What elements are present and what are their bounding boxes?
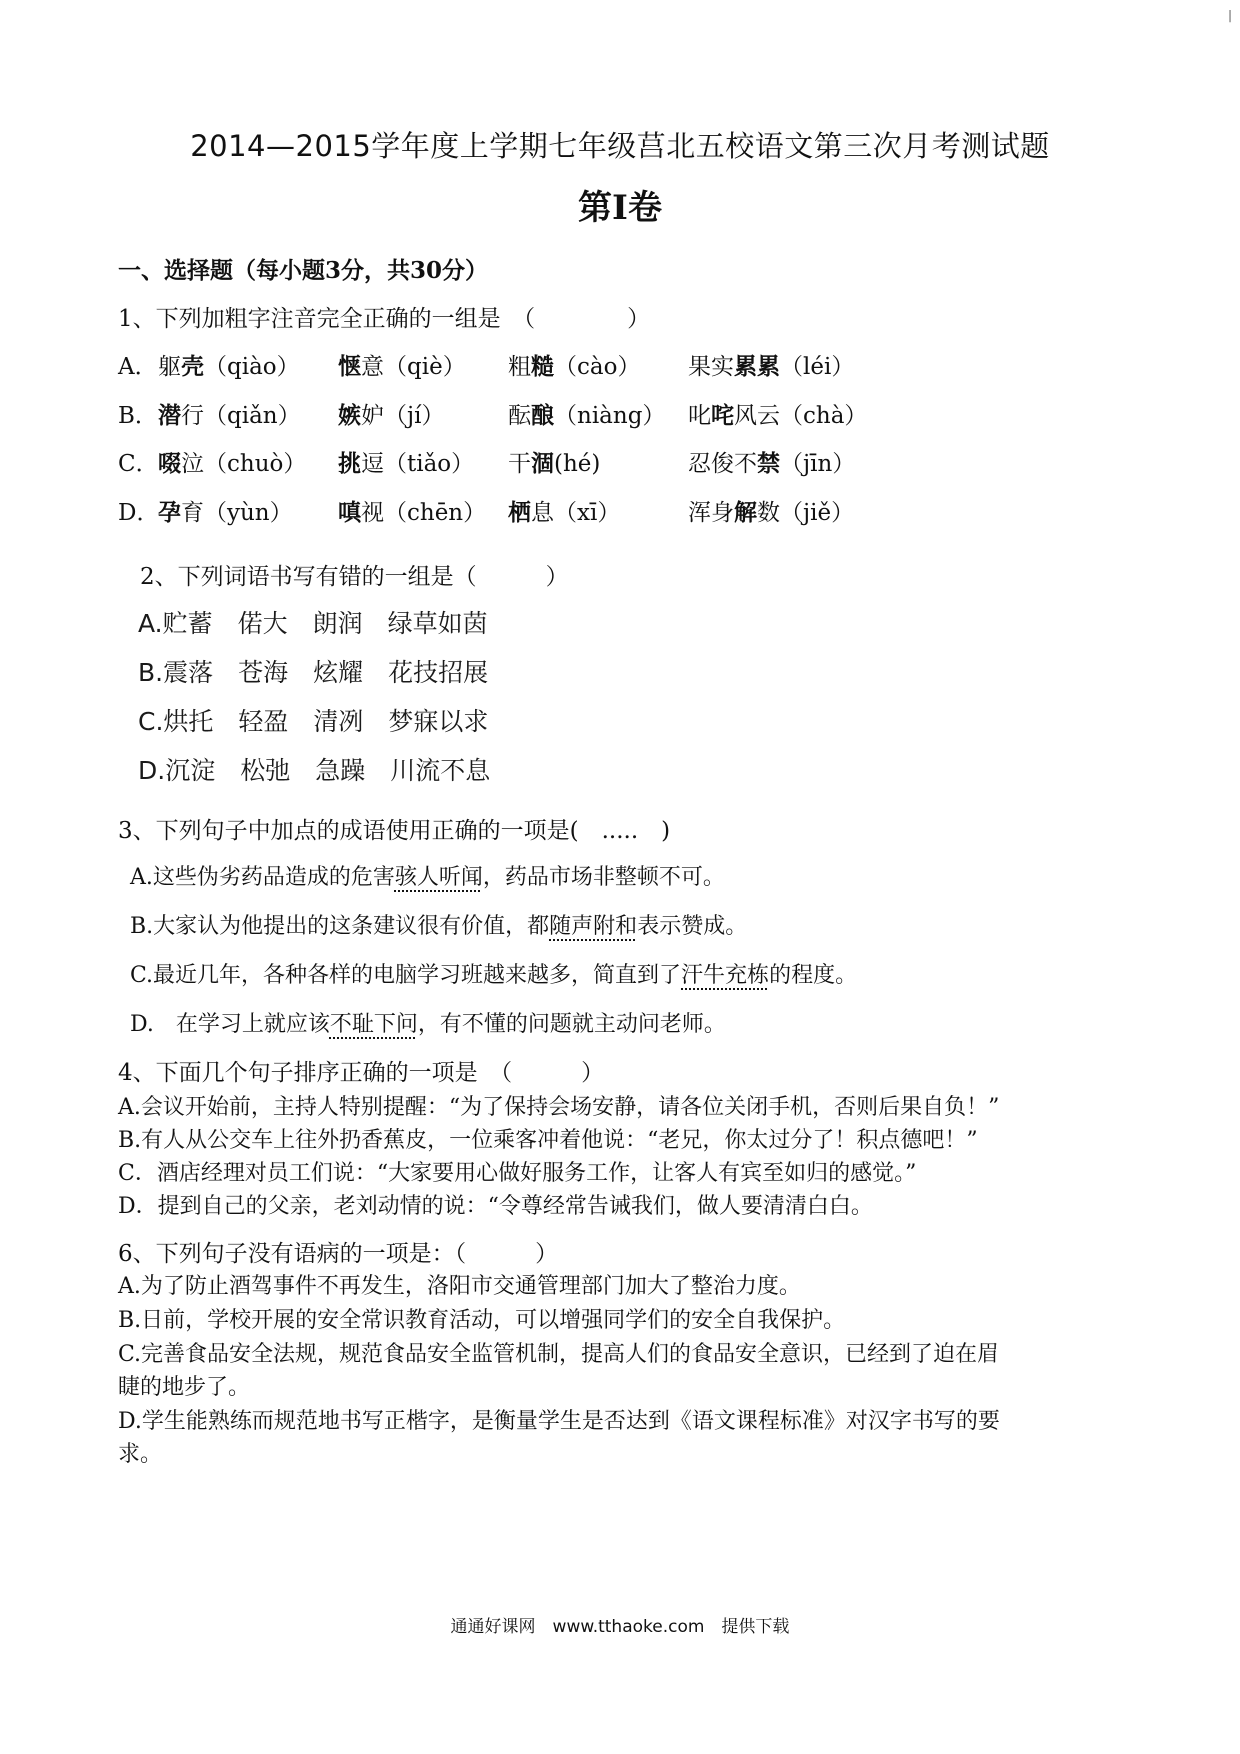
question-6-stem: 6、下列句子没有语病的一项是：（ ）: [118, 1241, 559, 1267]
item-text: （léi）: [780, 354, 855, 380]
bold-character: 禁: [757, 450, 780, 477]
dotted-idiom: 不耻下问: [329, 1012, 418, 1037]
question-3-option-d: [130, 1007, 726, 1038]
option-label: B．: [118, 403, 158, 429]
question-4-option-d: D．提到自己的父亲，老刘动情的说：“令尊经常告诫我们，做人要清清白白。: [118, 1194, 873, 1219]
dotted-idiom: 随声附和: [549, 914, 638, 939]
exam-title: 2014—2015学年度上学期七年级莒北五校语文第三次月考测试题: [190, 129, 1050, 163]
item-text: 行（qiǎn）: [181, 403, 301, 429]
question-6-line: 睫的地步了。: [118, 1375, 251, 1400]
question-1-option-row: [118, 494, 1118, 524]
question-4-option-b: B.有人从公交车上往外扔香蕉皮，一位乘客冲着他说：“老兄，你太过分了！积点德吧！”: [118, 1128, 978, 1153]
item-text: （jīn）: [780, 451, 856, 477]
bold-character: 咤: [711, 402, 734, 429]
dotted-idiom: 骇人听闻: [394, 865, 483, 890]
option-text: ，有不懂的问题就主动问老师。: [417, 1012, 726, 1037]
option-label: A．: [118, 354, 158, 380]
question-6-line: 求。: [118, 1442, 163, 1467]
item-text: （cào）: [554, 354, 641, 380]
item-text: 干: [508, 451, 531, 477]
question-1-option-row: [118, 445, 1118, 475]
pinyin-item: [158, 445, 306, 478]
pinyin-item: [508, 494, 620, 527]
question-1-option-row: [118, 397, 1118, 427]
bold-character: 壳: [181, 353, 204, 380]
item-text: 酝: [508, 403, 531, 429]
question-1-option-row: [118, 348, 1118, 378]
option-text: C.最近几年，各种各样的电脑学习班越来越多，简直到了: [130, 963, 682, 988]
question-2-stem: 2、下列词语书写有错的一组是（ ）: [140, 564, 569, 590]
item-text: 妒（jí）: [361, 403, 445, 429]
question-3-stem: 3、下列句子中加点的成语使用正确的一项是( ..... ): [118, 818, 671, 844]
item-text: 息（xī）: [531, 500, 621, 526]
bold-character: 潜: [158, 402, 181, 429]
bold-character: 糙: [531, 353, 554, 380]
question-3-option-c: [130, 958, 857, 989]
option-text: B.大家认为他提出的这条建议很有价值，都: [130, 914, 550, 939]
question-4-option-a: A.会议开始前，主持人特别提醒：“为了保持会场安静，请各位关闭手机，否则后果自负！”: [118, 1095, 1000, 1120]
question-1-stem: 1、下列加粗字注音完全正确的一组是 （ ）: [118, 306, 651, 332]
pinyin-item: [688, 348, 854, 381]
pinyin-item: [338, 494, 486, 527]
bold-character: 嫉: [338, 402, 361, 429]
item-text: 果实: [688, 354, 734, 380]
pinyin-item: [688, 445, 855, 478]
item-text: （niàng）: [554, 403, 666, 429]
dotted-idiom: 汗牛充栋: [681, 963, 770, 988]
question-2-option-a: A.贮蓄 偌大 朗润 绿草如茵: [138, 609, 488, 638]
corner-mark: |: [1227, 8, 1232, 22]
volume-title: 第Ⅰ卷: [578, 188, 662, 228]
question-4-option-c: C．酒店经理对员工们说：“大家要用心做好服务工作，让客人有宾至如归的感觉。”: [118, 1161, 917, 1186]
pinyin-item: [688, 397, 867, 430]
question-6-line: A.为了防止酒驾事件不再发生，洛阳市交通管理部门加大了整治力度。: [118, 1274, 801, 1299]
item-text: (hé): [554, 451, 601, 477]
question-6-line: B.日前，学校开展的安全常识教育活动，可以增强同学们的安全自我保护。: [118, 1308, 846, 1333]
item-text: 数（jiě）: [757, 500, 855, 526]
pinyin-item: [158, 348, 300, 381]
pinyin-item: [508, 397, 665, 430]
question-6-line: C.完善食品安全法规，规范食品安全监管机制，提高人们的食品安全意识，已经到了迫在眉: [118, 1342, 1000, 1367]
bold-character: 啜: [158, 450, 181, 477]
pinyin-item: [158, 494, 293, 527]
item-text: 意（qiè）: [361, 354, 466, 380]
item-text: 粗: [508, 354, 531, 380]
item-text: 视（chēn）: [361, 500, 487, 526]
pinyin-item: [338, 445, 474, 478]
question-4-stem: 4、下面几个句子排序正确的一项是 （ ）: [118, 1060, 605, 1086]
item-text: （qiào）: [204, 354, 300, 380]
item-text: 逗（tiǎo）: [361, 451, 475, 477]
bold-character: 孕: [158, 499, 181, 526]
bold-character: 酿: [531, 402, 554, 429]
option-label: D．: [118, 500, 160, 526]
question-2-option-b: B.震落 苍海 炫耀 花技招展: [138, 658, 489, 687]
item-text: 躯: [158, 354, 181, 380]
question-2-option-d: D.沉淀 松弛 急躁 川流不息: [138, 756, 491, 785]
pinyin-item: [338, 348, 466, 381]
option-text: A.这些伪劣药品造成的危害: [130, 865, 395, 890]
bold-character: 嗔: [338, 499, 361, 526]
item-text: 叱: [688, 403, 711, 429]
item-text: 浑身: [688, 500, 734, 526]
pinyin-item: [158, 397, 301, 430]
footer-credit: 通通好课网 www.tthaoke.com 提供下载: [450, 1617, 790, 1637]
question-3-option-a: [130, 860, 725, 891]
item-text: 泣（chuò）: [181, 451, 307, 477]
pinyin-item: [508, 348, 640, 381]
pinyin-item: [688, 494, 854, 527]
bold-character: 涸: [531, 450, 554, 477]
item-text: 风云（chà）: [734, 403, 868, 429]
question-3-option-b: [130, 909, 747, 940]
option-text: 表示赞成。: [637, 914, 748, 939]
option-text: ，药品市场非整顿不可。: [482, 865, 725, 890]
pinyin-item: [338, 397, 445, 430]
bold-character: 解: [734, 499, 757, 526]
section-heading: 一、选择题（每小题3分，共30分）: [118, 257, 489, 284]
item-text: 忍俊不: [688, 451, 757, 477]
bold-character: 挑: [338, 450, 361, 477]
option-text: D. 在学习上就应该: [130, 1012, 330, 1037]
pinyin-item: [508, 445, 600, 478]
item-text: 育（yùn）: [181, 500, 293, 526]
bold-character: 惬: [338, 353, 361, 380]
question-6-line: D.学生能熟练而规范地书写正楷字，是衡量学生是否达到《语文课程标准》对汉字书写的要: [118, 1409, 1000, 1434]
bold-character: 栖: [508, 499, 531, 526]
question-2-option-c: C.烘托 轻盈 清冽 梦寐以求: [138, 707, 489, 736]
bold-character: 累累: [734, 353, 780, 380]
option-text: 的程度。: [769, 963, 858, 988]
option-label: C．: [118, 451, 159, 477]
